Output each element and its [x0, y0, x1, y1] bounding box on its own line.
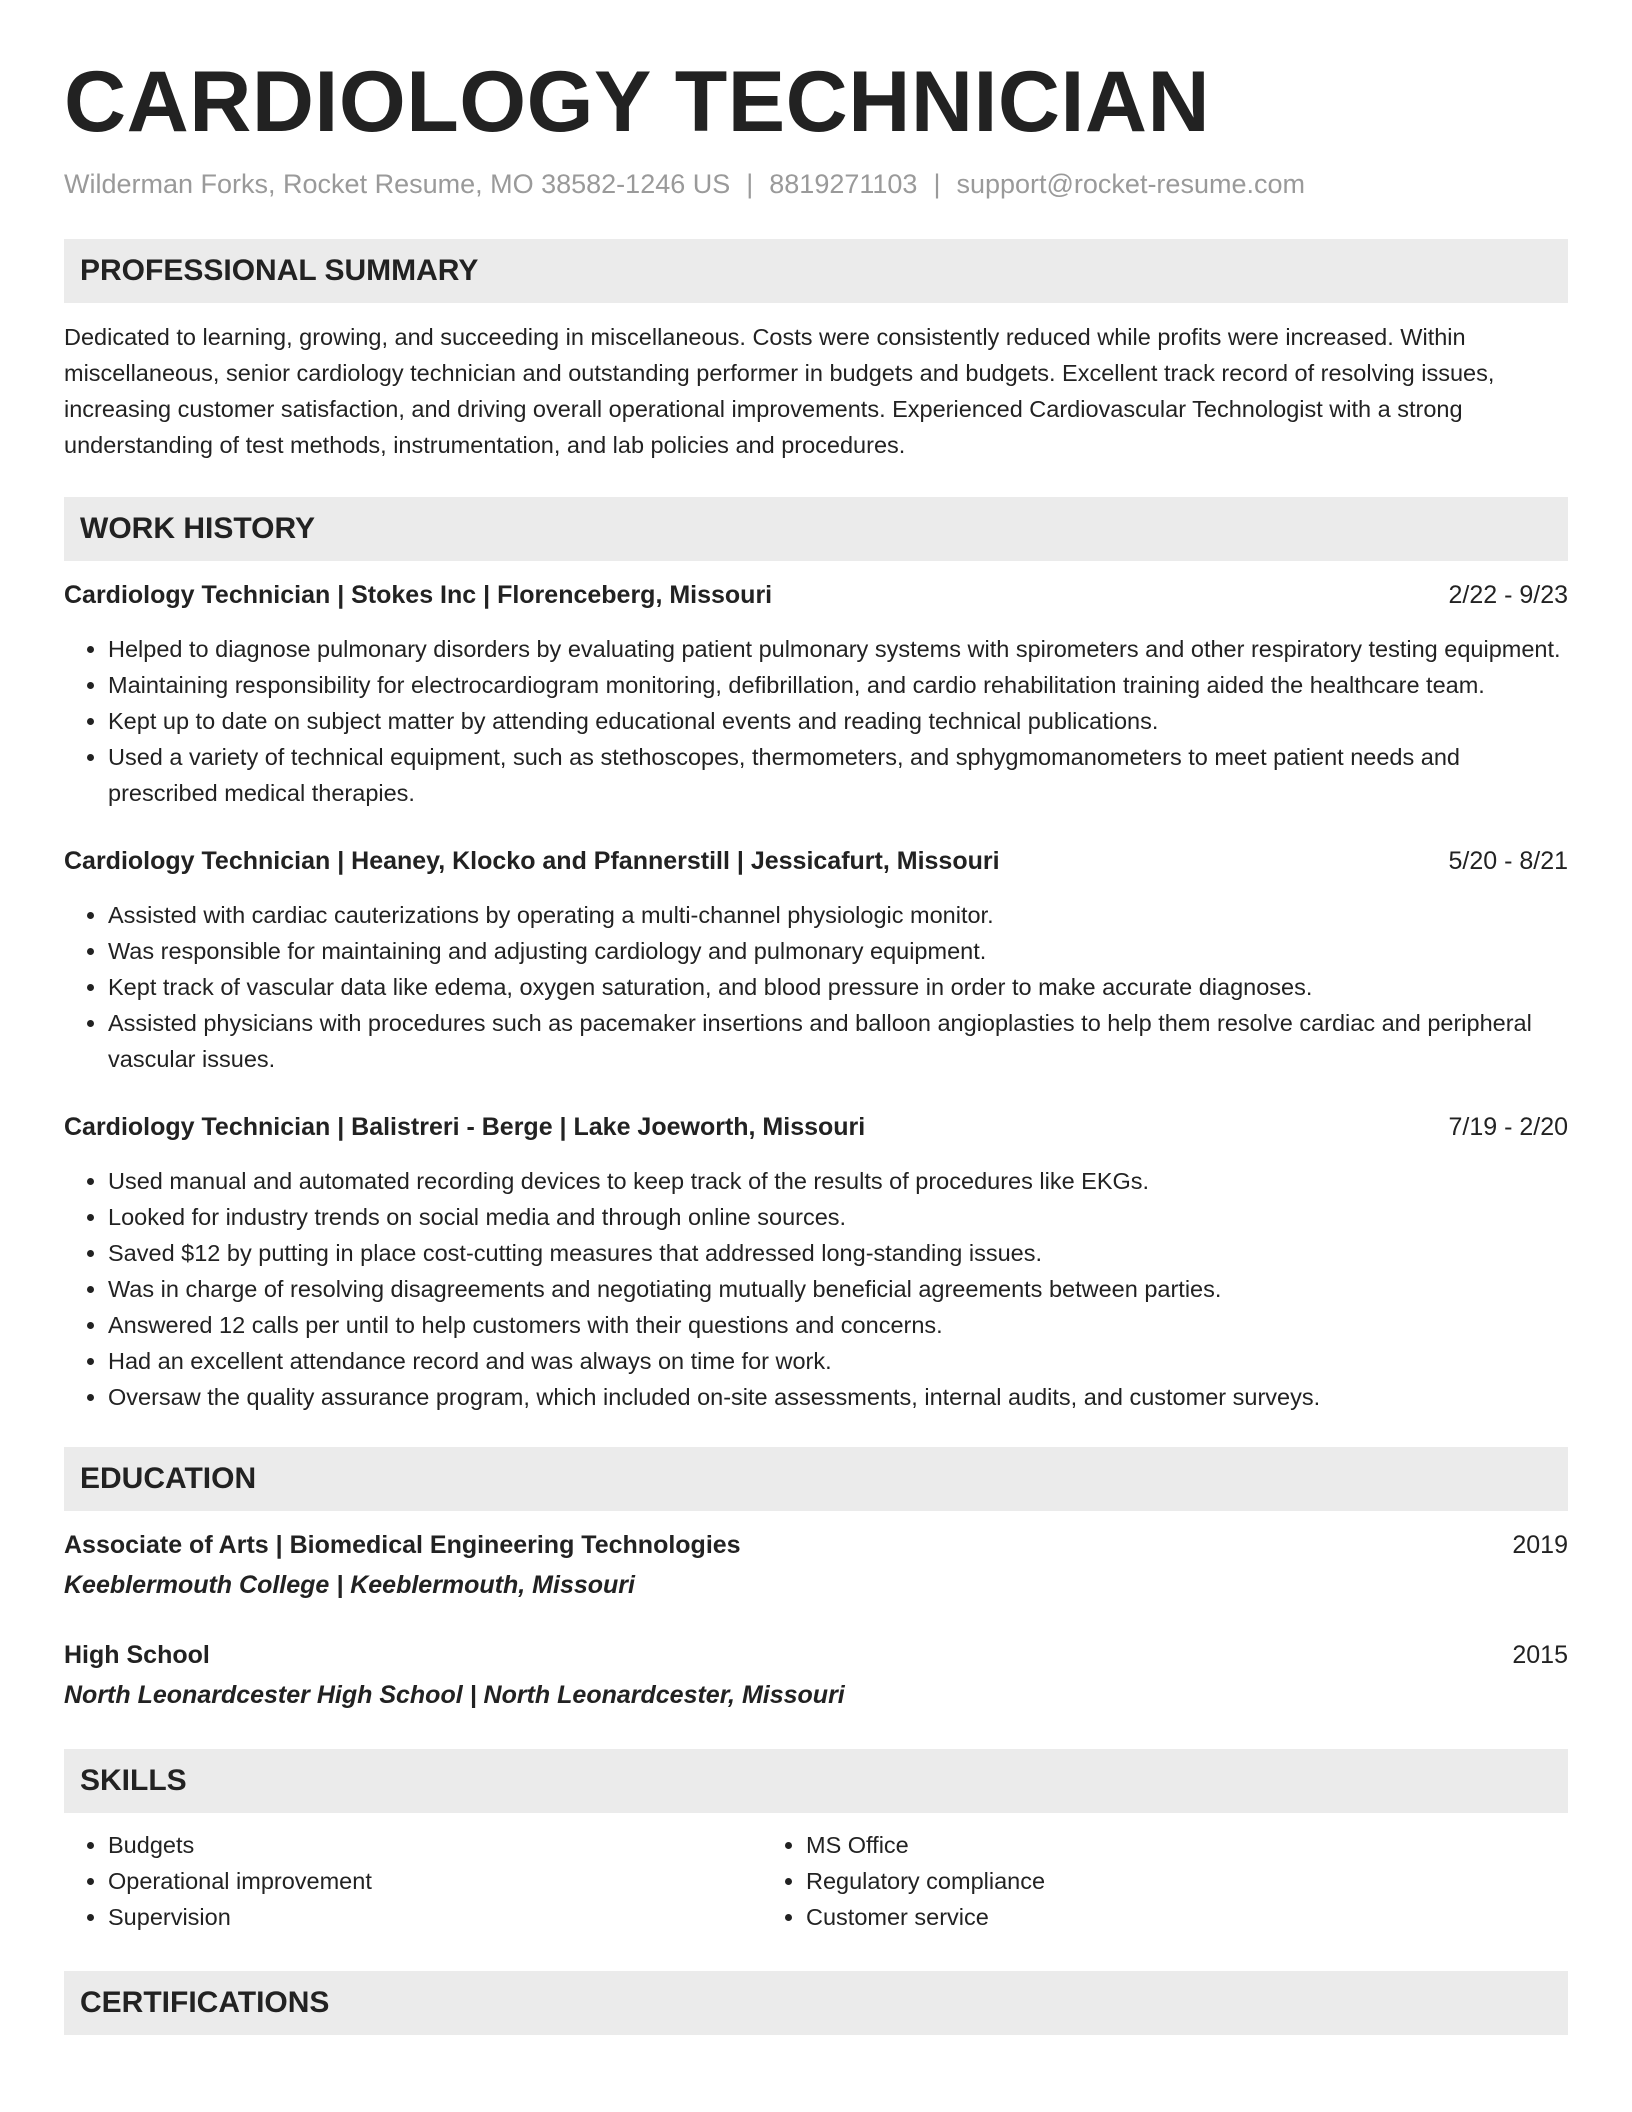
job-bullets	[64, 631, 1568, 811]
contact-phone: 8819271103	[769, 169, 918, 199]
job-dates: 7/19 - 2/20	[1448, 1113, 1568, 1141]
summary-text: Dedicated to learning, growing, and succeeding in miscellaneous. Costs were consistently reduced while profits were increased. Within miscellaneous, senior cardiology technician and outstanding performer in budgets and budgets. Excellent track record of resolving issues, increasing customer satisfaction, and driving overall operational improvements. Experienced Cardiovascular Technologist with a strong understanding of test methods, instrumentation, and lab policies and procedures.	[64, 324, 1495, 458]
section-heading-summary: PROFESSIONAL SUMMARY	[64, 239, 1568, 303]
job-header	[64, 1109, 1568, 1145]
job-bullet: • Oversaw the quality assurance program, which included on-site assessments, internal audits, and customer surveys.	[108, 1379, 1568, 1415]
skills-column-left	[64, 1827, 762, 1935]
skills-column-right	[762, 1827, 1568, 1935]
job-entry	[64, 843, 1568, 1077]
job-bullet: • Looked for industry trends on social media and through online sources.	[108, 1199, 1568, 1235]
job-bullets	[64, 897, 1568, 1077]
education-header	[64, 1637, 1568, 1673]
contact-address: Wilderman Forks, Rocket Resume, MO 38582-1246 US	[64, 169, 731, 199]
skill-item: • Supervision	[108, 1899, 762, 1935]
job-dates: 2/22 - 9/23	[1448, 581, 1568, 609]
job-bullet: • Was responsible for maintaining and adjusting cardiology and pulmonary equipment.	[108, 933, 1568, 969]
education-entry	[64, 1637, 1568, 1713]
education-degree: Associate of Arts | Biomedical Engineering Technologies	[64, 1531, 741, 1559]
job-bullet: • Had an excellent attendance record and was always on time for work.	[108, 1343, 1568, 1379]
education-header	[64, 1527, 1568, 1563]
job-title: Cardiology Technician | Balistreri - Berge | Lake Joeworth, Missouri	[64, 1113, 866, 1141]
education-degree: High School	[64, 1641, 210, 1669]
skill-item: • Regulatory compliance	[806, 1863, 1568, 1899]
resume-name: CARDIOLOGY TECHNICIAN	[64, 54, 1211, 150]
education-year: 2019	[1512, 1531, 1568, 1559]
section-heading-certifications: CERTIFICATIONS	[64, 1971, 1568, 2035]
section-heading-education: EDUCATION	[64, 1447, 1568, 1511]
job-bullet: • Used manual and automated recording devices to keep track of the results of procedures like EKGs.	[108, 1163, 1568, 1199]
job-dates: 5/20 - 8/21	[1448, 847, 1568, 875]
job-bullet: • Kept track of vascular data like edema, oxygen saturation, and blood pressure in order to make accurate diagnoses.	[108, 969, 1568, 1005]
job-bullet: • Helped to diagnose pulmonary disorders by evaluating patient pulmonary systems with spirometers and other respiratory testing equipment.	[108, 631, 1568, 667]
job-bullet: • Assisted with cardiac cauterizations by operating a multi-channel physiologic monitor.	[108, 897, 1568, 933]
section-heading-skills: SKILLS	[64, 1749, 1568, 1813]
education-entry	[64, 1527, 1568, 1603]
education-year: 2015	[1512, 1641, 1568, 1669]
skill-item: • MS Office	[806, 1827, 1568, 1863]
job-bullet: • Answered 12 calls per until to help customers with their questions and concerns.	[108, 1307, 1568, 1343]
contact-separator: |	[933, 169, 941, 199]
education-school: North Leonardcester High School | North Leonardcester, Missouri	[64, 1681, 845, 1709]
job-entry	[64, 577, 1568, 811]
section-heading-work-history: WORK HISTORY	[64, 497, 1568, 561]
job-header	[64, 577, 1568, 613]
job-bullet: • Saved $12 by putting in place cost-cutting measures that addressed long-standing issues.	[108, 1235, 1568, 1271]
contact-line	[64, 166, 1568, 202]
job-entry	[64, 1109, 1568, 1415]
job-bullet: • Kept up to date on subject matter by attending educational events and reading technical publications.	[108, 703, 1568, 739]
skill-item: • Operational improvement	[108, 1863, 762, 1899]
job-bullet: • Used a variety of technical equipment, such as stethoscopes, thermometers, and sphygmomanometers to meet patient needs and prescribed medical therapies.	[108, 739, 1568, 811]
resume-page	[64, 0, 1568, 2035]
contact-separator: |	[746, 169, 754, 199]
job-title: Cardiology Technician | Heaney, Klocko and Pfannerstill | Jessicafurt, Missouri	[64, 847, 1000, 875]
job-bullet: • Assisted physicians with procedures such as pacemaker insertions and balloon angioplasties to help them resolve cardiac and peripheral vascular issues.	[108, 1005, 1568, 1077]
job-title: Cardiology Technician | Stokes Inc | Florenceberg, Missouri	[64, 581, 773, 609]
job-bullets	[64, 1163, 1568, 1415]
skills-list	[64, 1827, 1568, 1935]
job-bullet: • Was in charge of resolving disagreements and negotiating mutually beneficial agreements between parties.	[108, 1271, 1568, 1307]
contact-email: support@rocket-resume.com	[956, 169, 1305, 199]
education-school: Keeblermouth College | Keeblermouth, Missouri	[64, 1571, 635, 1599]
skill-item: • Customer service	[806, 1899, 1568, 1935]
job-header	[64, 843, 1568, 879]
job-bullet: • Maintaining responsibility for electrocardiogram monitoring, defibrillation, and cardio rehabilitation training aided the healthcare team.	[108, 667, 1568, 703]
skill-item: • Budgets	[108, 1827, 762, 1863]
